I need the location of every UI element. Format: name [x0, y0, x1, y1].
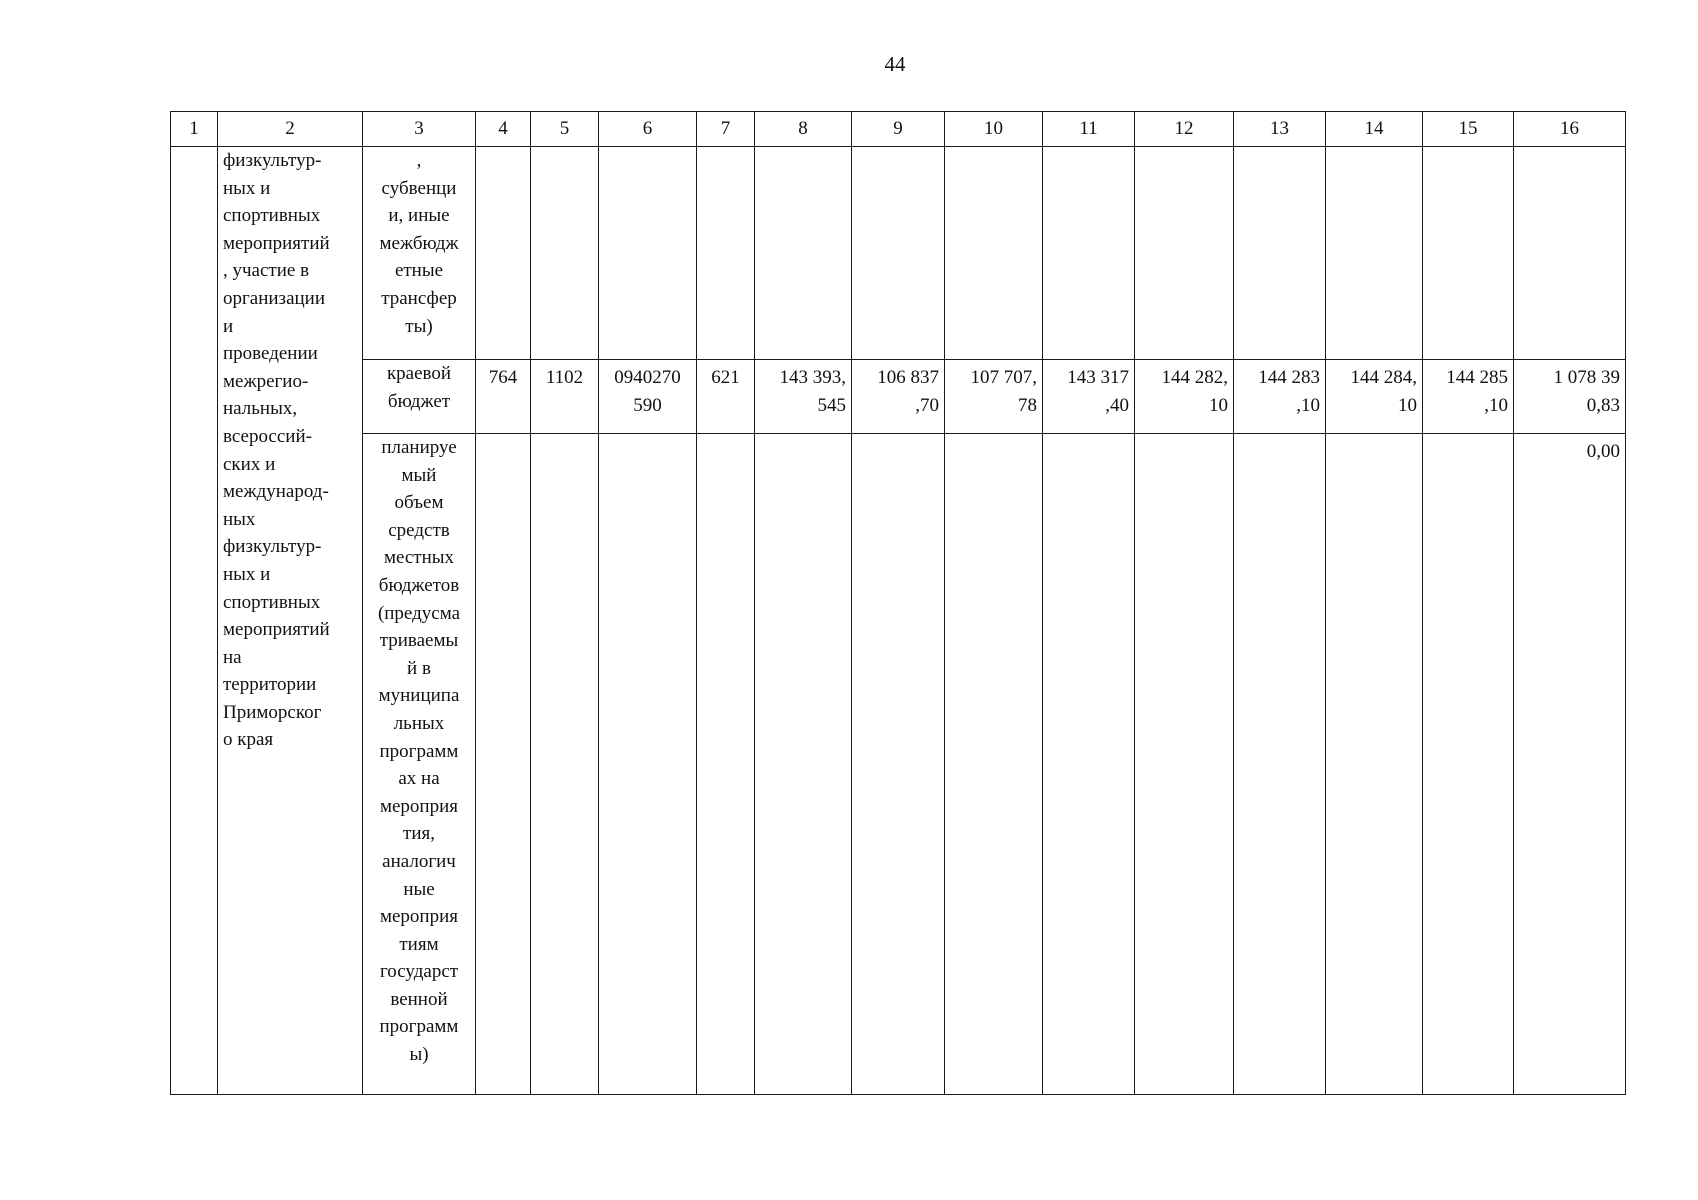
table-cell: [697, 147, 755, 360]
page-number: 44: [884, 52, 906, 76]
header-cell: 3: [363, 112, 476, 147]
table-cell: [1135, 147, 1234, 360]
table-cell: [852, 147, 945, 360]
header-cell: 5: [531, 112, 599, 147]
header-cell: 4: [476, 112, 531, 147]
table-row: [171, 360, 1626, 434]
table-cell: 764: [476, 360, 531, 434]
table-cell: 0940270 590: [599, 360, 697, 434]
funding-source-text: , субвенци и, иные межбюдж етные трансфер ты): [379, 150, 459, 337]
table-cell: 144 284, 10: [1326, 360, 1423, 434]
funding-source-cell: [363, 434, 476, 1095]
table-cell: [945, 147, 1043, 360]
header-cell: 16: [1514, 112, 1626, 147]
table-cell: [1423, 434, 1514, 1095]
funding-source-text: краевой бюджет: [386, 363, 452, 412]
table-cell: [1234, 434, 1326, 1095]
table-cell: [476, 147, 531, 360]
header-cell: 2: [218, 112, 363, 147]
table-cell: 144 282, 10: [1135, 360, 1234, 434]
header-cell: 7: [697, 112, 755, 147]
table-cell: [697, 434, 755, 1095]
table-cell: 143 393, 545: [755, 360, 852, 434]
table-cell: [599, 434, 697, 1095]
table-cell: 1 078 39 0,83: [1514, 360, 1626, 434]
table-cell: [1514, 147, 1626, 360]
table-cell: [476, 434, 531, 1095]
table-cell: [755, 147, 852, 360]
table-cell: [1135, 434, 1234, 1095]
table-cell: 144 285 ,10: [1423, 360, 1514, 434]
table-cell: 143 317 ,40: [1043, 360, 1135, 434]
table-header-row: [171, 112, 1626, 147]
funding-source-cell: [363, 360, 476, 434]
table-cell: [599, 147, 697, 360]
table-cell: 1102: [531, 360, 599, 434]
event-name-cell: [218, 147, 363, 1095]
table-cell: [1234, 147, 1326, 360]
header-cell: 11: [1043, 112, 1135, 147]
table-cell: 107 707, 78: [945, 360, 1043, 434]
table-cell: [755, 434, 852, 1095]
index-cell: [171, 147, 218, 1095]
header-cell: 1: [171, 112, 218, 147]
table-cell: [1326, 147, 1423, 360]
header-cell: 9: [852, 112, 945, 147]
header-cell: 13: [1234, 112, 1326, 147]
header-cell: 14: [1326, 112, 1423, 147]
table-cell: [531, 434, 599, 1095]
header-cell: 6: [599, 112, 697, 147]
funding-source-text: планируе мый объем средств местных бюджетов (предусма триваемы й в муниципа льных программ ах на мероприя тия, аналогич ные мероприя тиям государст венной программ ы): [377, 437, 461, 1066]
table-cell: 621: [697, 360, 755, 434]
table-cell: 106 837 ,70: [852, 360, 945, 434]
table-cell: 144 283 ,10: [1234, 360, 1326, 434]
budget-table: [170, 111, 1626, 1095]
table-cell: [1423, 147, 1514, 360]
header-cell: 8: [755, 112, 852, 147]
event-name-text: физкультур- ных и спортивных мероприятий , участие в организации и проведении межрегио- нальных, всероссий- ских и международ- ных физкультур- ных и спортивных мероприятий на территории Приморског о края: [223, 150, 330, 751]
header-cell: 10: [945, 112, 1043, 147]
table-cell: 0,00: [1514, 434, 1626, 1095]
table-cell: [945, 434, 1043, 1095]
header-cell: 12: [1135, 112, 1234, 147]
funding-source-cell: [363, 147, 476, 360]
table-cell: [1326, 434, 1423, 1095]
table-cell: [1043, 434, 1135, 1095]
header-cell: 15: [1423, 112, 1514, 147]
table-row: [171, 434, 1626, 1095]
table-cell: [852, 434, 945, 1095]
table-row: [171, 147, 1626, 360]
table-cell: [531, 147, 599, 360]
table-cell: [1043, 147, 1135, 360]
